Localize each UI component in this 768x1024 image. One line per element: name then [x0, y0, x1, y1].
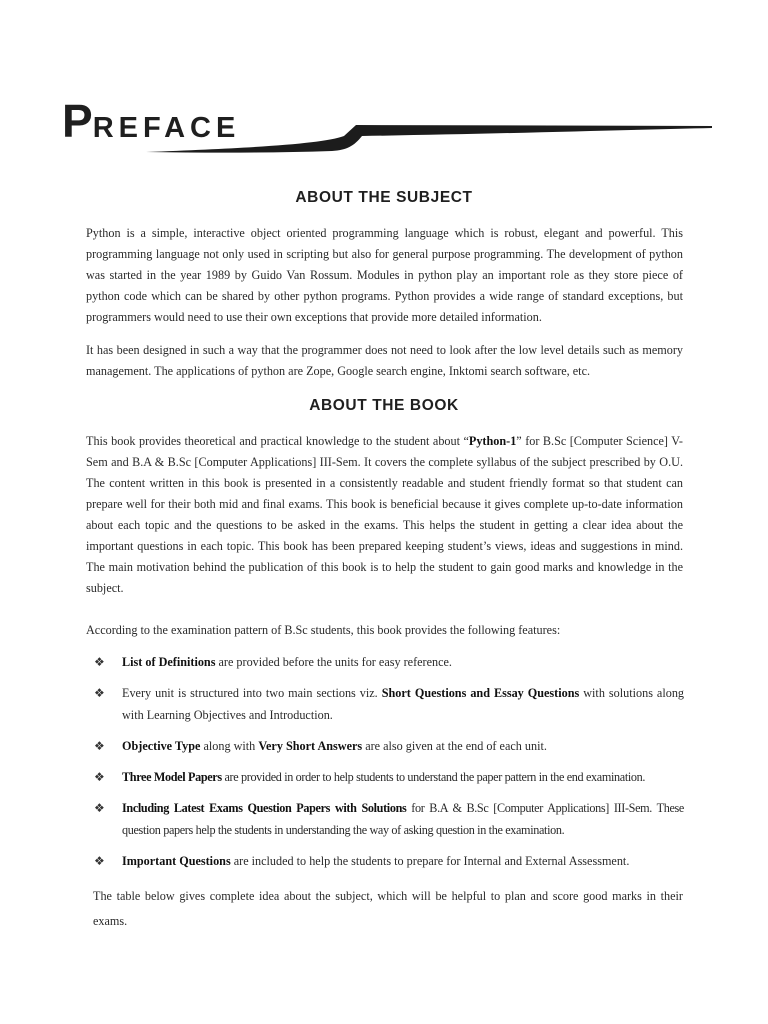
- book-paragraph-1: [86, 431, 683, 599]
- book-subject-name: Python-1: [468, 434, 517, 448]
- preface-title-block: [62, 95, 722, 158]
- title-swoosh-decoration: [62, 98, 722, 158]
- heading-about-subject: ABOUT THE SUBJECT: [295, 189, 473, 206]
- list-item: [94, 766, 684, 788]
- heading-about-book: ABOUT THE BOOK: [309, 397, 459, 414]
- feature-bold: List of Definitions: [122, 655, 216, 669]
- diamond-bullet-icon: ❖: [94, 739, 105, 753]
- title-rest: REFACE: [92, 112, 241, 144]
- list-item: [94, 682, 684, 726]
- subject-paragraph-1: Python is a simple, interactive object oriented programming language which is robust, elegant and powerful. This programming language not only used in scripting but also for general purpose programming. The development of python was started in the year 1989 by Guido Van Rossum. Modules in python play an important role as they store piece of python code which can be shared by other python programs. Python provides a wide range of standard exceptions, but programmers would need to use their own exceptions that provide more detailed information.: [86, 226, 683, 324]
- feature-text: are provided in order to help students to understand the paper pattern in the end examination.: [221, 770, 646, 784]
- feature-text: for B.A & B.Sc [Computer Applications] III-Sem. These question papers help the students in understanding the way of asking question in the examination.: [122, 801, 684, 837]
- diamond-bullet-icon: ❖: [94, 655, 105, 669]
- feature-text: are also given at the end of each unit.: [362, 739, 547, 753]
- closing-paragraph: The table below gives complete idea about the subject, which will be helpful to plan and score good marks in their exams.: [93, 889, 683, 928]
- feature-bold: Very Short Answers: [258, 739, 363, 753]
- feature-text: along with: [200, 739, 259, 753]
- book-text-pre: This book provides theoretical and practical knowledge to the student about “: [86, 434, 469, 448]
- feature-bold: Objective Type: [122, 739, 201, 753]
- diamond-bullet-icon: ❖: [94, 801, 105, 815]
- feature-text: are provided before the units for easy reference.: [215, 655, 452, 669]
- list-item: [94, 850, 684, 872]
- feature-text: Every unit is structured into two main sections viz.: [122, 686, 382, 700]
- feature-bold: Including Latest Exams Question Papers with Solutions: [122, 801, 407, 815]
- list-item: [94, 735, 684, 757]
- list-item: [94, 797, 684, 841]
- feature-bold: Important Questions: [122, 854, 231, 868]
- diamond-bullet-icon: ❖: [94, 686, 105, 700]
- feature-bold: Short Questions and Essay Questions: [381, 686, 580, 700]
- diamond-bullet-icon: ❖: [94, 770, 105, 784]
- features-list: [94, 651, 684, 872]
- feature-bold: Three Model Papers: [122, 770, 222, 784]
- features-intro: According to the examination pattern of B.Sc students, this book provides the following features:: [86, 623, 561, 637]
- feature-text: are included to help the students to prepare for Internal and External Assessment.: [230, 854, 630, 868]
- list-item: [94, 651, 684, 673]
- book-text-post: ” for B.Sc [Computer Science] V-Sem and B.A & B.Sc [Computer Applications] III-Sem. It covers the complete syllabus of the subject prescribed by O.U. The content written in this book is presented in a consistently readable and student friendly format so that student can prepare well for their both mid and final exams. This book is beneficial because it gives complete up-to-date information about each topic and the questions to be asked in the exams. This helps the student in getting a clear idea about the important questions in each topic. This book has been prepared keeping student’s views, ideas and suggestions in mind. The main motivation behind the publication of this book is to help the student to gain good marks and knowledge in the subject.: [86, 434, 683, 595]
- feature-text: with solutions along with Learning Objectives and Introduction.: [122, 686, 685, 722]
- title-initial: P: [62, 95, 93, 147]
- diamond-bullet-icon: ❖: [94, 854, 105, 868]
- subject-paragraph-2: It has been designed in such a way that the programmer does not need to look after the low level details such as memory management. The applications of python are Zope, Google search engine, Inktomi search software, etc.: [86, 343, 683, 378]
